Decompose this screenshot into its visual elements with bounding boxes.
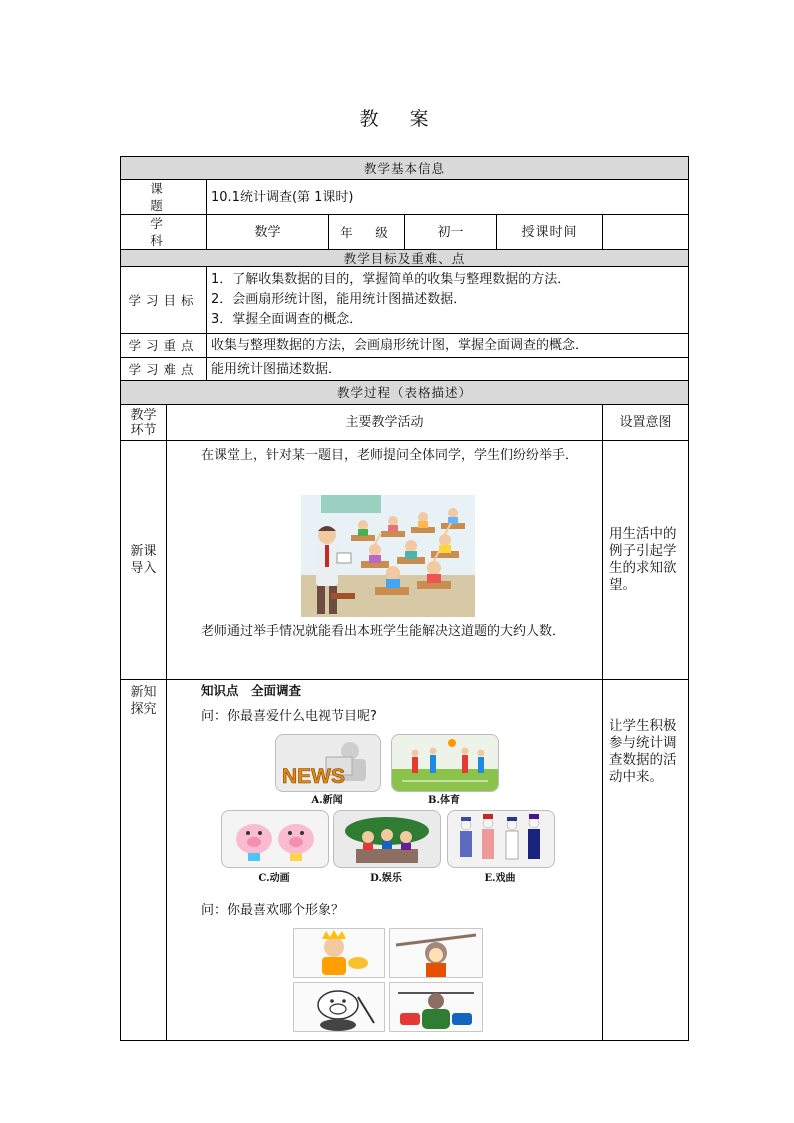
- explore-stage-line-1: 新知: [130, 685, 157, 700]
- option-entertainment-image: [333, 810, 441, 868]
- objectives-header: 教学目标及重难、点: [121, 250, 689, 267]
- character-4-icon: [390, 983, 482, 1031]
- intent-column-header: 设置意图: [603, 405, 689, 441]
- option-c-caption: C.动画: [258, 873, 290, 884]
- intro-paragraph-2: 老师通过举手情况就能看出本班学生能解决这道题的大约人数．: [201, 624, 566, 639]
- news-word: NEWS: [282, 765, 345, 788]
- explore-intent-cell: 让学生积极参与统计调查数据的活动中来。: [603, 680, 689, 1041]
- option-news-image: [275, 734, 381, 792]
- intro-paragraph-1: 在课堂上，针对某一题目，老师提问全体同学，学生们纷纷举手．: [201, 448, 579, 463]
- explore-activity-cell: [167, 680, 603, 1041]
- option-e-caption: E.戏曲: [484, 873, 516, 884]
- intro-activity-cell: [167, 441, 603, 680]
- intro-stage-line-2: 导入: [130, 561, 157, 576]
- basic-info-header: 教学基本信息: [121, 157, 689, 180]
- character-3-icon: [294, 983, 384, 1031]
- topic-value: 10.1统计调查(第 1课时): [207, 180, 689, 215]
- cartoon-icon: [222, 811, 328, 867]
- intro-intent-cell: 用生活中的例子引起学生的求知欲望。: [603, 441, 689, 680]
- classroom-image: [301, 495, 475, 617]
- subject-label: 学 科: [121, 215, 207, 250]
- character-4-image: [389, 982, 483, 1032]
- stage-column-header: [121, 405, 167, 441]
- stage-header-line-2: 环节: [130, 422, 157, 438]
- question-tv-program: 问：你最喜爱什么电视节目呢?: [201, 709, 377, 724]
- learning-goals-cell: [207, 267, 689, 334]
- news-icon: [276, 735, 380, 791]
- character-1-icon: [294, 929, 384, 977]
- key-points-value: 收集与整理数据的方法，会画扇形统计图，掌握全面调查的概念．: [207, 334, 689, 358]
- option-opera-image: [447, 810, 555, 868]
- lesson-plan-table: [120, 156, 689, 1041]
- knowledge-point-heading: 知识点 全面调查: [201, 683, 302, 698]
- explore-stage-line-2: 探究: [130, 702, 157, 717]
- option-cartoon-image: [221, 810, 329, 868]
- character-1-image: [293, 928, 385, 978]
- subject-value: 数学: [207, 215, 329, 250]
- question-favorite-character: 问：你最喜欢哪个形象？: [201, 903, 345, 918]
- document-title: 教 案: [359, 108, 435, 130]
- learning-goal-1: 1．了解收集数据的目的，掌握简单的收集与整理数据的方法．: [211, 272, 571, 287]
- teaching-time-label: 授课时间: [497, 215, 603, 250]
- classroom-illustration: [301, 495, 475, 617]
- activity-column-header: 主要教学活动: [167, 405, 603, 441]
- option-sports-image: [391, 734, 499, 792]
- learning-goals-label: 学习目标: [121, 267, 207, 334]
- character-2-image: [389, 928, 483, 978]
- difficult-points-value: 能用统计图描述数据．: [207, 358, 689, 381]
- intro-stage-label: [121, 441, 167, 680]
- stage-header-line-1: 教学: [130, 407, 157, 423]
- learning-goal-3: 3．掌握全面调查的概念．: [211, 312, 363, 327]
- entertainment-icon: [334, 811, 440, 867]
- character-2-icon: [390, 929, 482, 977]
- topic-label: 课 题: [121, 180, 207, 215]
- grade-value: 初一: [405, 215, 497, 250]
- intro-stage-line-1: 新课: [130, 544, 157, 559]
- difficult-points-label: 学习难点: [121, 358, 207, 381]
- option-a-caption: A.新闻: [311, 795, 343, 806]
- key-points-label: 学习重点: [121, 334, 207, 358]
- character-3-image: [293, 982, 385, 1032]
- sports-icon: [392, 735, 498, 791]
- option-d-caption: D.娱乐: [370, 873, 402, 884]
- process-header: 教学过程（表格描述）: [121, 381, 689, 405]
- grade-label: 年 级: [329, 215, 405, 250]
- option-b-caption: B.体育: [428, 795, 460, 806]
- teaching-time-value: [603, 215, 689, 250]
- explore-stage-label: [121, 680, 167, 1041]
- opera-icon: [448, 811, 554, 867]
- learning-goal-2: 2．会画扇形统计图，能用统计图描述数据．: [211, 292, 467, 307]
